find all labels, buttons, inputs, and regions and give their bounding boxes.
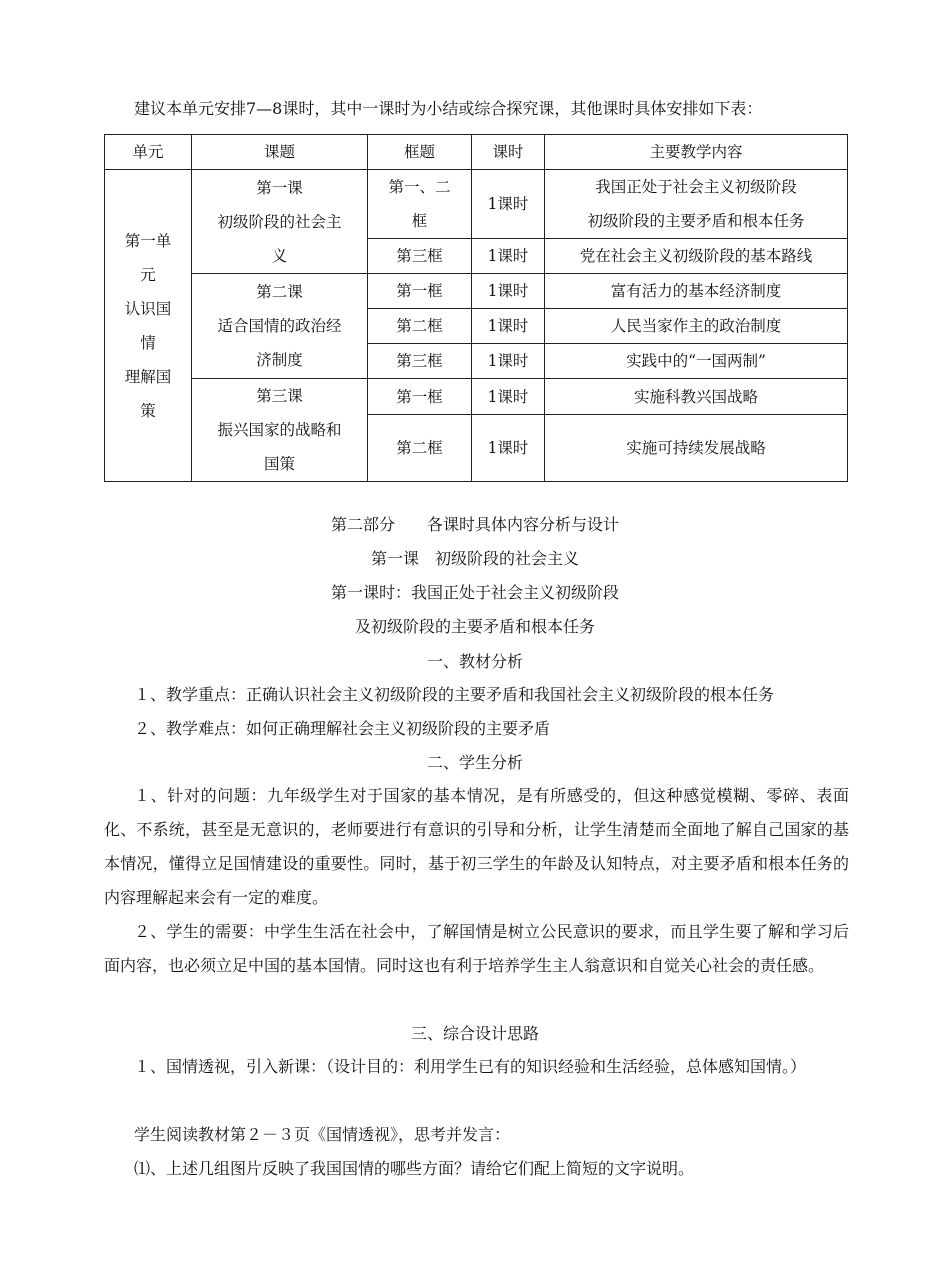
reading-instruction: 学生阅读教材第２－３页《国情透视》，思考并发言： [134,1125,511,1144]
frame-line: 框 [411,212,428,230]
header-unit: 单元 [105,135,192,170]
lesson-cell [192,274,368,379]
header-lesson: 课题 [192,135,368,170]
content-cell: 实施可持续发展战略 [545,415,848,482]
content-cell: 实践中的“一国两制” [545,344,848,379]
lesson-line: 初级阶段的社会主 [217,212,342,231]
section-heading-textbook: 一、教材分析 [426,652,523,671]
design-step-1: １、国情透视，引入新课：（设计目的：利用学生已有的知识经验和生活经验，总体感知国情。） [134,1057,807,1076]
frame-line: 第一、二 [388,178,451,196]
student-problem-paragraph: １、针对的问题：九年级学生对于国家的基本情况，是有所感受的，但这种感觉模糊、零碎、表面化、不系统，甚至是无意识的，老师要进行有意识的引导和分析，让学生清楚而全面地了解自己国家的基本情况，懂得立足国情建设的重要性。同时，基于初三学生的年龄及认知特点，对主要矛盾和根本任务的内容理解起来会有一定的难度。 [104,786,849,907]
table-row [105,170,848,239]
unit-cell [105,170,192,482]
lesson-line: 第二课 [256,283,303,301]
intro-text: 建议本单元安排7—8课时，其中一课时为小结或综合探究课，其他课时具体安排如下表： [134,99,763,118]
lesson-line: 第三课 [256,387,303,405]
lesson-line: 国策 [263,455,295,473]
period-title-1: 第一课时：我国正处于社会主义初级阶段 [330,583,619,602]
hours-cell: 1课时 [472,309,545,344]
lesson-line: 振兴国家的战略和 [217,421,342,439]
header-hours: 课时 [472,135,545,170]
teaching-focus: １、教学重点：正确认识社会主义初级阶段的主要矛盾和我国社会主义初级阶段的根本任务 [134,685,775,704]
lesson-line: 义 [271,246,288,265]
teaching-difficulty: ２、教学难点：如何正确理解社会主义初级阶段的主要矛盾 [134,719,551,738]
lesson-line: 第一课 [256,178,303,197]
frame-cell: 第三框 [368,344,472,379]
hours-cell: 1课时 [472,239,545,274]
question-1: ⑴、上述几组图片反映了我国国情的哪些方面？请给它们配上简短的文字说明。 [134,1159,695,1178]
lesson-line: 适合国情的政治经 [217,317,342,335]
lesson-line: 济制度 [256,351,303,369]
hours-cell: 1课时 [472,274,545,309]
lesson-cell [192,379,368,482]
content-cell: 党在社会主义初级阶段的基本路线 [545,239,848,274]
table-header-row [105,135,848,170]
header-content: 主要教学内容 [545,135,848,170]
lesson-cell [192,170,368,274]
unit-line: 认识国 [124,299,172,318]
content-line: 我国正处于社会主义初级阶段 [595,178,797,196]
frame-cell [368,170,472,239]
unit-line: 元 [140,265,156,284]
hours-cell: 1课时 [472,379,545,415]
content-cell: 实施科教兴国战略 [545,379,848,415]
hours-cell: 1课时 [472,344,545,379]
part-heading: 第二部分 各课时具体内容分析与设计 [330,515,619,534]
student-needs-paragraph: ２、学生的需要：中学生生活在社会中，了解国情是树立公民意识的要求，而且学生要了解和学习后面内容，也必须立足中国的基本国情。同时这也有利于培养学生主人翁意识和自觉关心社会的责任感。 [104,922,849,975]
schedule-table [104,134,848,482]
hours-cell: 1课时 [472,170,545,239]
header-frame: 框题 [368,135,472,170]
unit-line: 理解国 [124,367,172,386]
frame-cell: 第三框 [368,239,472,274]
unit-line: 策 [140,401,156,420]
unit-line: 第一单 [124,231,172,250]
lesson-title: 第一课 初级阶段的社会主义 [370,549,579,568]
table-row [105,274,848,309]
content-cell: 人民当家作主的政治制度 [545,309,848,344]
frame-cell: 第一框 [368,379,472,415]
frame-cell: 第一框 [368,274,472,309]
content-cell: 富有活力的基本经济制度 [545,274,848,309]
content-line: 初级阶段的主要矛盾和根本任务 [587,212,805,230]
period-title-2: 及初级阶段的主要矛盾和根本任务 [354,617,595,636]
unit-line: 情 [140,333,156,352]
frame-cell: 第二框 [368,415,472,482]
table-row [105,379,848,415]
section-heading-design: 三、综合设计思路 [410,1024,539,1043]
section-heading-students: 二、学生分析 [426,753,523,772]
frame-cell: 第二框 [368,309,472,344]
hours-cell: 1课时 [472,415,545,482]
content-cell [545,170,848,239]
